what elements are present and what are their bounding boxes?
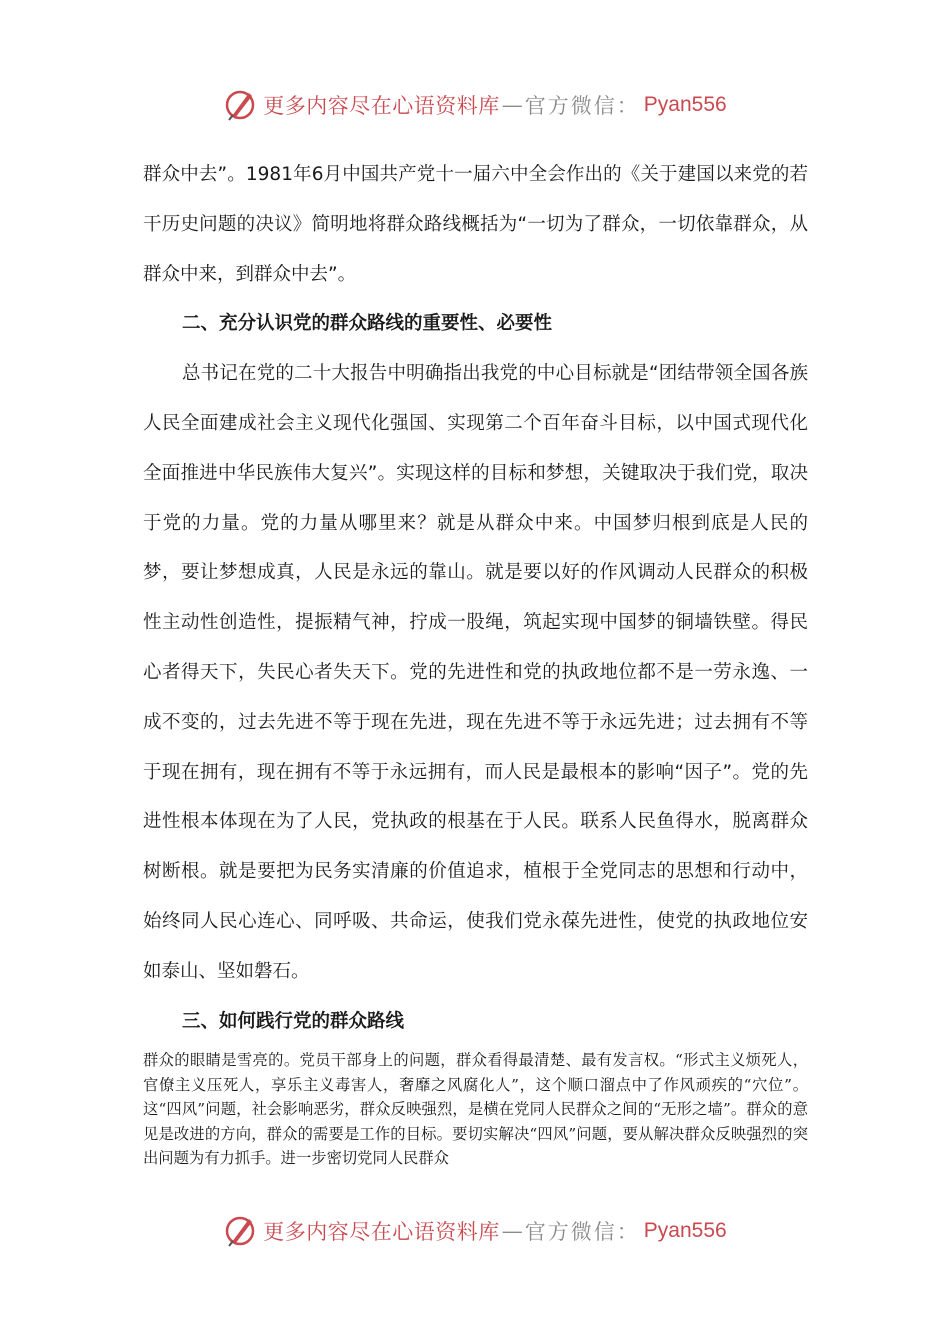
official-label: 官方微信：: [524, 94, 640, 118]
document-body: [143, 150, 808, 1046]
header-watermark-banner: [0, 80, 950, 130]
quill-logo-icon: [223, 87, 259, 123]
paragraph-continuation: 群众中去”。1981年6月中国共产党十一届六中全会作出的《关于建国以来党的若干历史问题的决议》简明地将群众路线概括为“一切为了群众，一切依靠群众，从群众中来，到群众中去”。: [143, 164, 808, 285]
paragraph-importance: 总书记在党的二十大报告中明确指出我党的中心目标就是“团结带领全国各族人民全面建成社会主义现代化强国、实现第二个百年奋斗目标，以中国式现代化全面推进中华民族伟大复兴”。实现这样的目标和梦想，关键取决于我们党，取决于党的力量。党的力量从哪里来？就是从群众中来。中国梦归根到底是人民的梦，要让梦想成真，人民是永远的靠山。就是要以好的作风调动人民群众的积极性主动性创造性，提振精气神，拧成一股绳，筑起实现中国梦的铜墙铁壁。得民心者得天下，失民心者失天下。党的先进性和党的执政地位都不是一劳永逸、一成不变的，过去先进不等于现在先进，现在先进不等于永远先进；过去拥有不等于现在拥有，现在拥有不等于永远拥有，而人民是最根本的影响“因子”。党的先进性根本体现在为了人民，党执政的根基在于人民。联系人民鱼得水，脱离群众树断根。就是要把为民务实清廉的价值追求，植根于全党同志的思想和行动中，始终同人民心连心、同呼吸、共命运，使我们党永葆先进性，使党的执政地位安如泰山、坚如磐石。: [143, 363, 808, 982]
wechat-id: Pyan556: [643, 93, 727, 116]
separator-dash: —: [501, 93, 523, 117]
separator-dash: —: [501, 1219, 523, 1243]
section-heading-3: 三、如何践行党的群众路线: [182, 1010, 405, 1032]
wechat-id: Pyan556: [643, 1219, 727, 1242]
paragraph-practice: 群众的眼睛是雪亮的。党员干部身上的问题，群众看得最清楚、最有发言权。“形式主义烦死人，官僚主义压死人，享乐主义毒害人，奢靡之风腐化人”，这个顺口溜点中了作风顽疾的“穴位”。这“四风”问题，社会影响恶劣，群众反映强烈，是横在党同人民群众之间的“无形之墙”。群众的意见是改进的方向，群众的需要是工作的目标。要切实解决“四风”问题，要从解决群众反映强烈的突出问题为有力抓手。进一步密切党同人民群众: [143, 1051, 808, 1168]
official-label: 官方微信：: [524, 1220, 640, 1244]
footer-watermark-banner: [0, 1206, 950, 1256]
quill-logo-icon: [223, 1213, 259, 1249]
brand-text: 更多内容尽在心语资料库: [263, 94, 500, 118]
section-heading-2: 二、充分认识党的群众路线的重要性、必要性: [182, 313, 553, 335]
brand-text: 更多内容尽在心语资料库: [263, 1220, 500, 1244]
